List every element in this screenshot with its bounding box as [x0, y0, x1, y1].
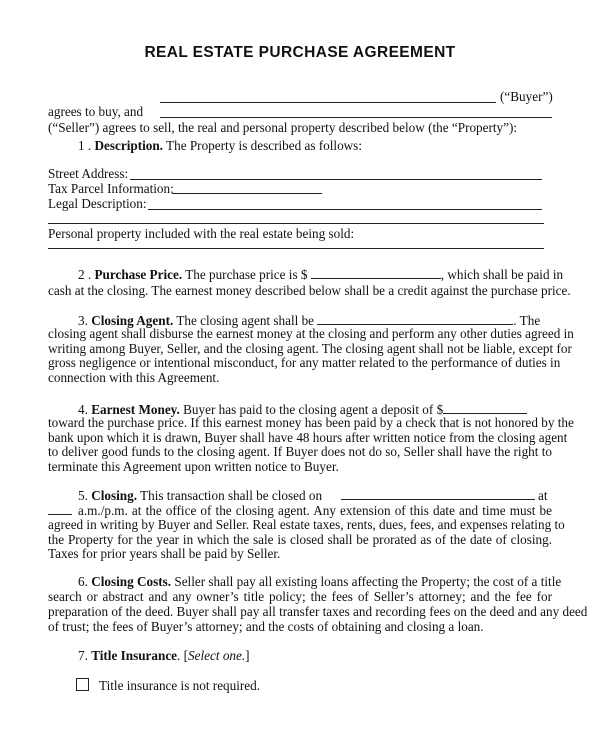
section-heading: Closing Agent.: [91, 313, 174, 328]
description-heading: [78, 138, 558, 154]
closing-costs-line-3: preparation of the deed. Buyer shall pay all transfer taxes and recording fees on the deed and any deed: [48, 604, 588, 619]
closing-costs-line-4: of trust; the fees of Buyer’s attorney; and the costs of obtaining and closing a loan.: [48, 619, 484, 634]
closing-costs-text: Seller shall pay all existing loans affecting the Property; the cost of a title: [171, 574, 562, 589]
purchase-price-line-1: [78, 266, 564, 282]
bracket-close: ]: [245, 648, 250, 663]
closing-costs-line-1: [78, 574, 562, 590]
section-number: 7.: [78, 648, 88, 663]
section-heading: Title Insurance: [91, 648, 178, 663]
section-heading: Description.: [94, 138, 163, 153]
section-heading: Earnest Money.: [91, 402, 180, 417]
legal-description-field-2[interactable]: [48, 223, 544, 224]
legal-description-field[interactable]: [148, 209, 542, 210]
section-heading-rest: The Property is described as follows:: [162, 138, 362, 153]
title-insurance-heading: [78, 648, 552, 664]
section-number: 6.: [78, 574, 88, 589]
earnest-money-line-3: bank upon which it is drawn, Buyer shall have 48 hours after written notice from the closing agent: [48, 430, 568, 445]
closing-at-text: at: [538, 488, 548, 503]
section-number: 4.: [78, 402, 88, 417]
closing-agent-line-3: writing among Buyer, Seller, and the closing agent. The closing agent shall not be liable, except for: [48, 341, 572, 356]
earnest-money-line-2: toward the purchase price. If this earnest money has been paid by a check that is not honored by the: [48, 415, 574, 430]
title-insurance-option-1: [76, 678, 550, 694]
earnest-money-line-5: terminate this Agreement upon written notice to Buyer.: [48, 459, 339, 474]
closing-line-2: a.m./p.m. at the office of the closing agent. Any extension of this date and time must be: [78, 503, 552, 518]
seller-line: (“Seller”) agrees to sell, the real and personal property described below (the “Property”):: [48, 120, 518, 135]
closing-agent-line-5: connection with this Agreement.: [48, 370, 220, 385]
option-label: Title insurance is not required.: [99, 678, 261, 693]
purchase-price-text-end: , which shall be paid in: [440, 267, 564, 282]
closing-agent-line-4: gross negligence or intentional misconduct, for any matter related to the performance of duties in: [48, 355, 561, 370]
purchase-price-field[interactable]: [311, 266, 441, 279]
section-number: 5.: [78, 488, 88, 503]
earnest-money-field[interactable]: [443, 401, 527, 414]
personal-property-label: Personal property included with the real estate being sold:: [48, 226, 355, 241]
buyer-name-field[interactable]: [160, 102, 496, 103]
closing-time-field[interactable]: [48, 514, 72, 515]
street-address-label: Street Address:: [48, 166, 129, 181]
seller-name-field[interactable]: [160, 117, 552, 118]
closing-line-5: Taxes for prior years shall be paid by Seller.: [48, 546, 281, 561]
street-address-field[interactable]: [130, 179, 542, 180]
closing-line-1: [78, 488, 552, 504]
select-one-instruction: Select one.: [188, 648, 246, 663]
closing-agent-line-2: closing agent shall disburse the earnest money at the closing and perform any other duties agreed in: [48, 326, 574, 341]
section-heading: Purchase Price.: [94, 267, 183, 282]
earnest-money-text: Buyer has paid to the closing agent a deposit of $: [179, 402, 444, 417]
bracket-open: . [: [177, 648, 189, 663]
closing-agent-text-end: . The: [513, 313, 541, 328]
personal-property-field[interactable]: [48, 248, 544, 249]
purchase-price-text: The purchase price is $: [182, 267, 308, 282]
checkbox-icon[interactable]: [76, 678, 89, 691]
tax-parcel-field[interactable]: [172, 193, 322, 194]
section-number: 2 .: [78, 267, 92, 282]
closing-line-4: the Property for the year in which the sale is closed shall be prorated as of the date of closing.: [48, 532, 552, 547]
closing-text: This transaction shall be closed on: [137, 488, 323, 503]
closing-agent-text: The closing agent shall be: [173, 313, 315, 328]
tax-parcel-label: Tax Parcel Information:: [48, 181, 174, 196]
closing-date-field[interactable]: [341, 499, 535, 500]
closing-costs-line-2: search or abstract and any owner’s title policy; the fees of Seller’s attorney; and the fee for: [48, 589, 552, 604]
section-number: 3.: [78, 313, 88, 328]
document-title: REAL ESTATE PURCHASE AGREEMENT: [144, 44, 456, 61]
buyer-suffix: (“Buyer”): [500, 89, 553, 104]
section-number: 1 .: [78, 138, 92, 153]
purchase-price-line-2: cash at the closing. The earnest money described below shall be a credit against the purchase price.: [48, 283, 571, 298]
legal-description-label: Legal Description:: [48, 196, 147, 211]
closing-agent-field[interactable]: [317, 312, 513, 325]
agrees-to-buy-text: agrees to buy, and: [48, 104, 144, 119]
earnest-money-line-4: to deliver good funds to the closing agent. If Buyer does not do so, Seller shall have the right to: [48, 444, 552, 459]
section-heading: Closing Costs.: [91, 574, 172, 589]
section-heading: Closing.: [91, 488, 137, 503]
closing-line-3: agreed in writing by Buyer and Seller. Real estate taxes, rents, dues, fees, and expenses relating to: [48, 517, 565, 532]
